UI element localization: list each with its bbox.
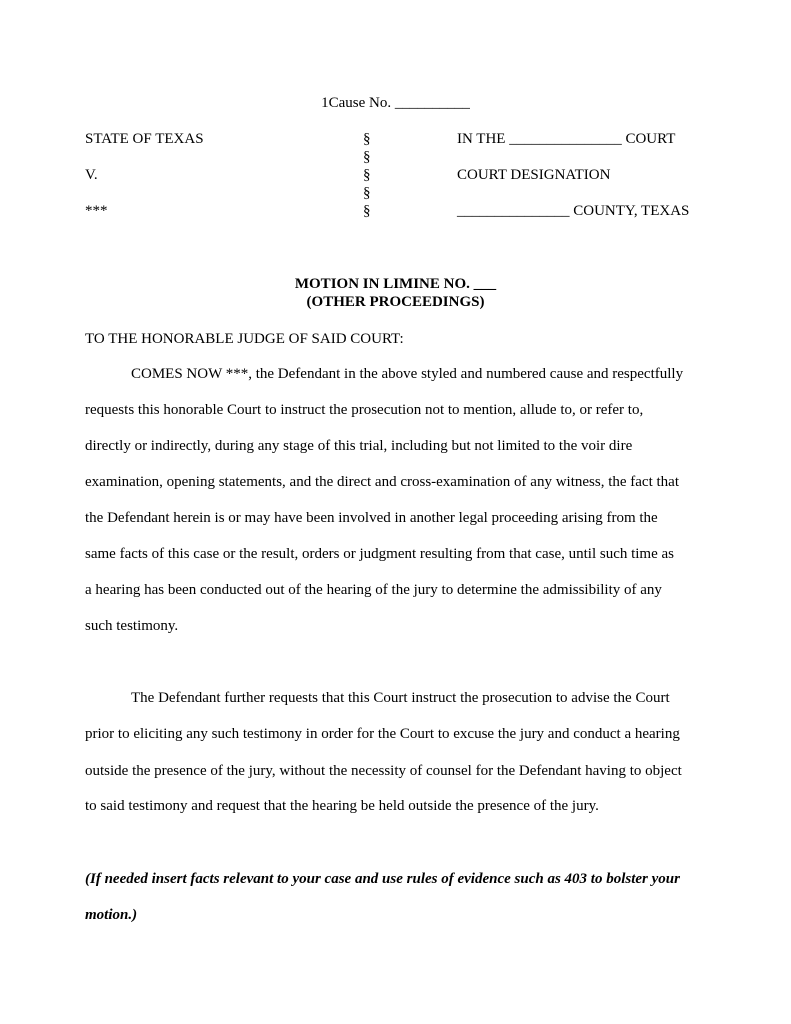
paragraph-line: same facts of this case or the result, orders or judgment resulting from that case, until such time as	[85, 546, 675, 562]
paragraph-line: The Defendant further requests that this Court instruct the prosecution to advise the Court	[131, 690, 670, 706]
caption-court: IN THE _______________ COURT	[457, 131, 676, 147]
caption-party-state: STATE OF TEXAS	[85, 131, 204, 147]
caption-court-designation: COURT DESIGNATION	[457, 167, 611, 183]
section-mark: §	[363, 149, 371, 165]
paragraph-line: such testimony.	[85, 618, 179, 634]
salutation: TO THE HONORABLE JUDGE OF SAID COURT:	[85, 331, 404, 347]
paragraph-line: to said testimony and request that the hearing be held outside the presence of the jury.	[85, 798, 599, 814]
note-line: (If needed insert facts relevant to your case and use rules of evidence such as 403 to bolster your	[85, 871, 680, 887]
motion-subtitle: (OTHER PROCEEDINGS)	[306, 294, 485, 310]
paragraph-line: outside the presence of the jury, without the necessity of counsel for the Defendant having to object	[85, 763, 682, 779]
paragraph-line: the Defendant herein is or may have been involved in another legal proceeding arising from the	[85, 510, 658, 526]
section-mark: §	[363, 167, 371, 183]
paragraph-line: directly or indirectly, during any stage of this trial, including but not limited to the voir dire	[85, 438, 633, 454]
caption-party-defendant: ***	[85, 203, 108, 219]
section-mark: §	[363, 185, 371, 201]
paragraph-line: prior to eliciting any such testimony in order for the Court to excuse the jury and conduct a hearing	[85, 726, 680, 742]
section-mark: §	[363, 131, 371, 147]
paragraph-line: COMES NOW ***, the Defendant in the above styled and numbered cause and respectfully	[131, 366, 684, 382]
paragraph-line: a hearing has been conducted out of the hearing of the jury to determine the admissibility of any	[85, 582, 662, 598]
cause-number: 1Cause No. __________	[321, 95, 470, 111]
caption-versus: V.	[85, 167, 98, 183]
paragraph-line: examination, opening statements, and the direct and cross-examination of any witness, the fact that	[85, 474, 679, 490]
motion-title: MOTION IN LIMINE NO. ___	[294, 276, 497, 292]
caption-county: _______________ COUNTY, TEXAS	[457, 203, 690, 219]
note-line: motion.)	[85, 907, 138, 923]
section-mark: §	[363, 203, 371, 219]
paragraph-line: requests this honorable Court to instruct the prosecution not to mention, allude to, or refer to,	[85, 402, 644, 418]
